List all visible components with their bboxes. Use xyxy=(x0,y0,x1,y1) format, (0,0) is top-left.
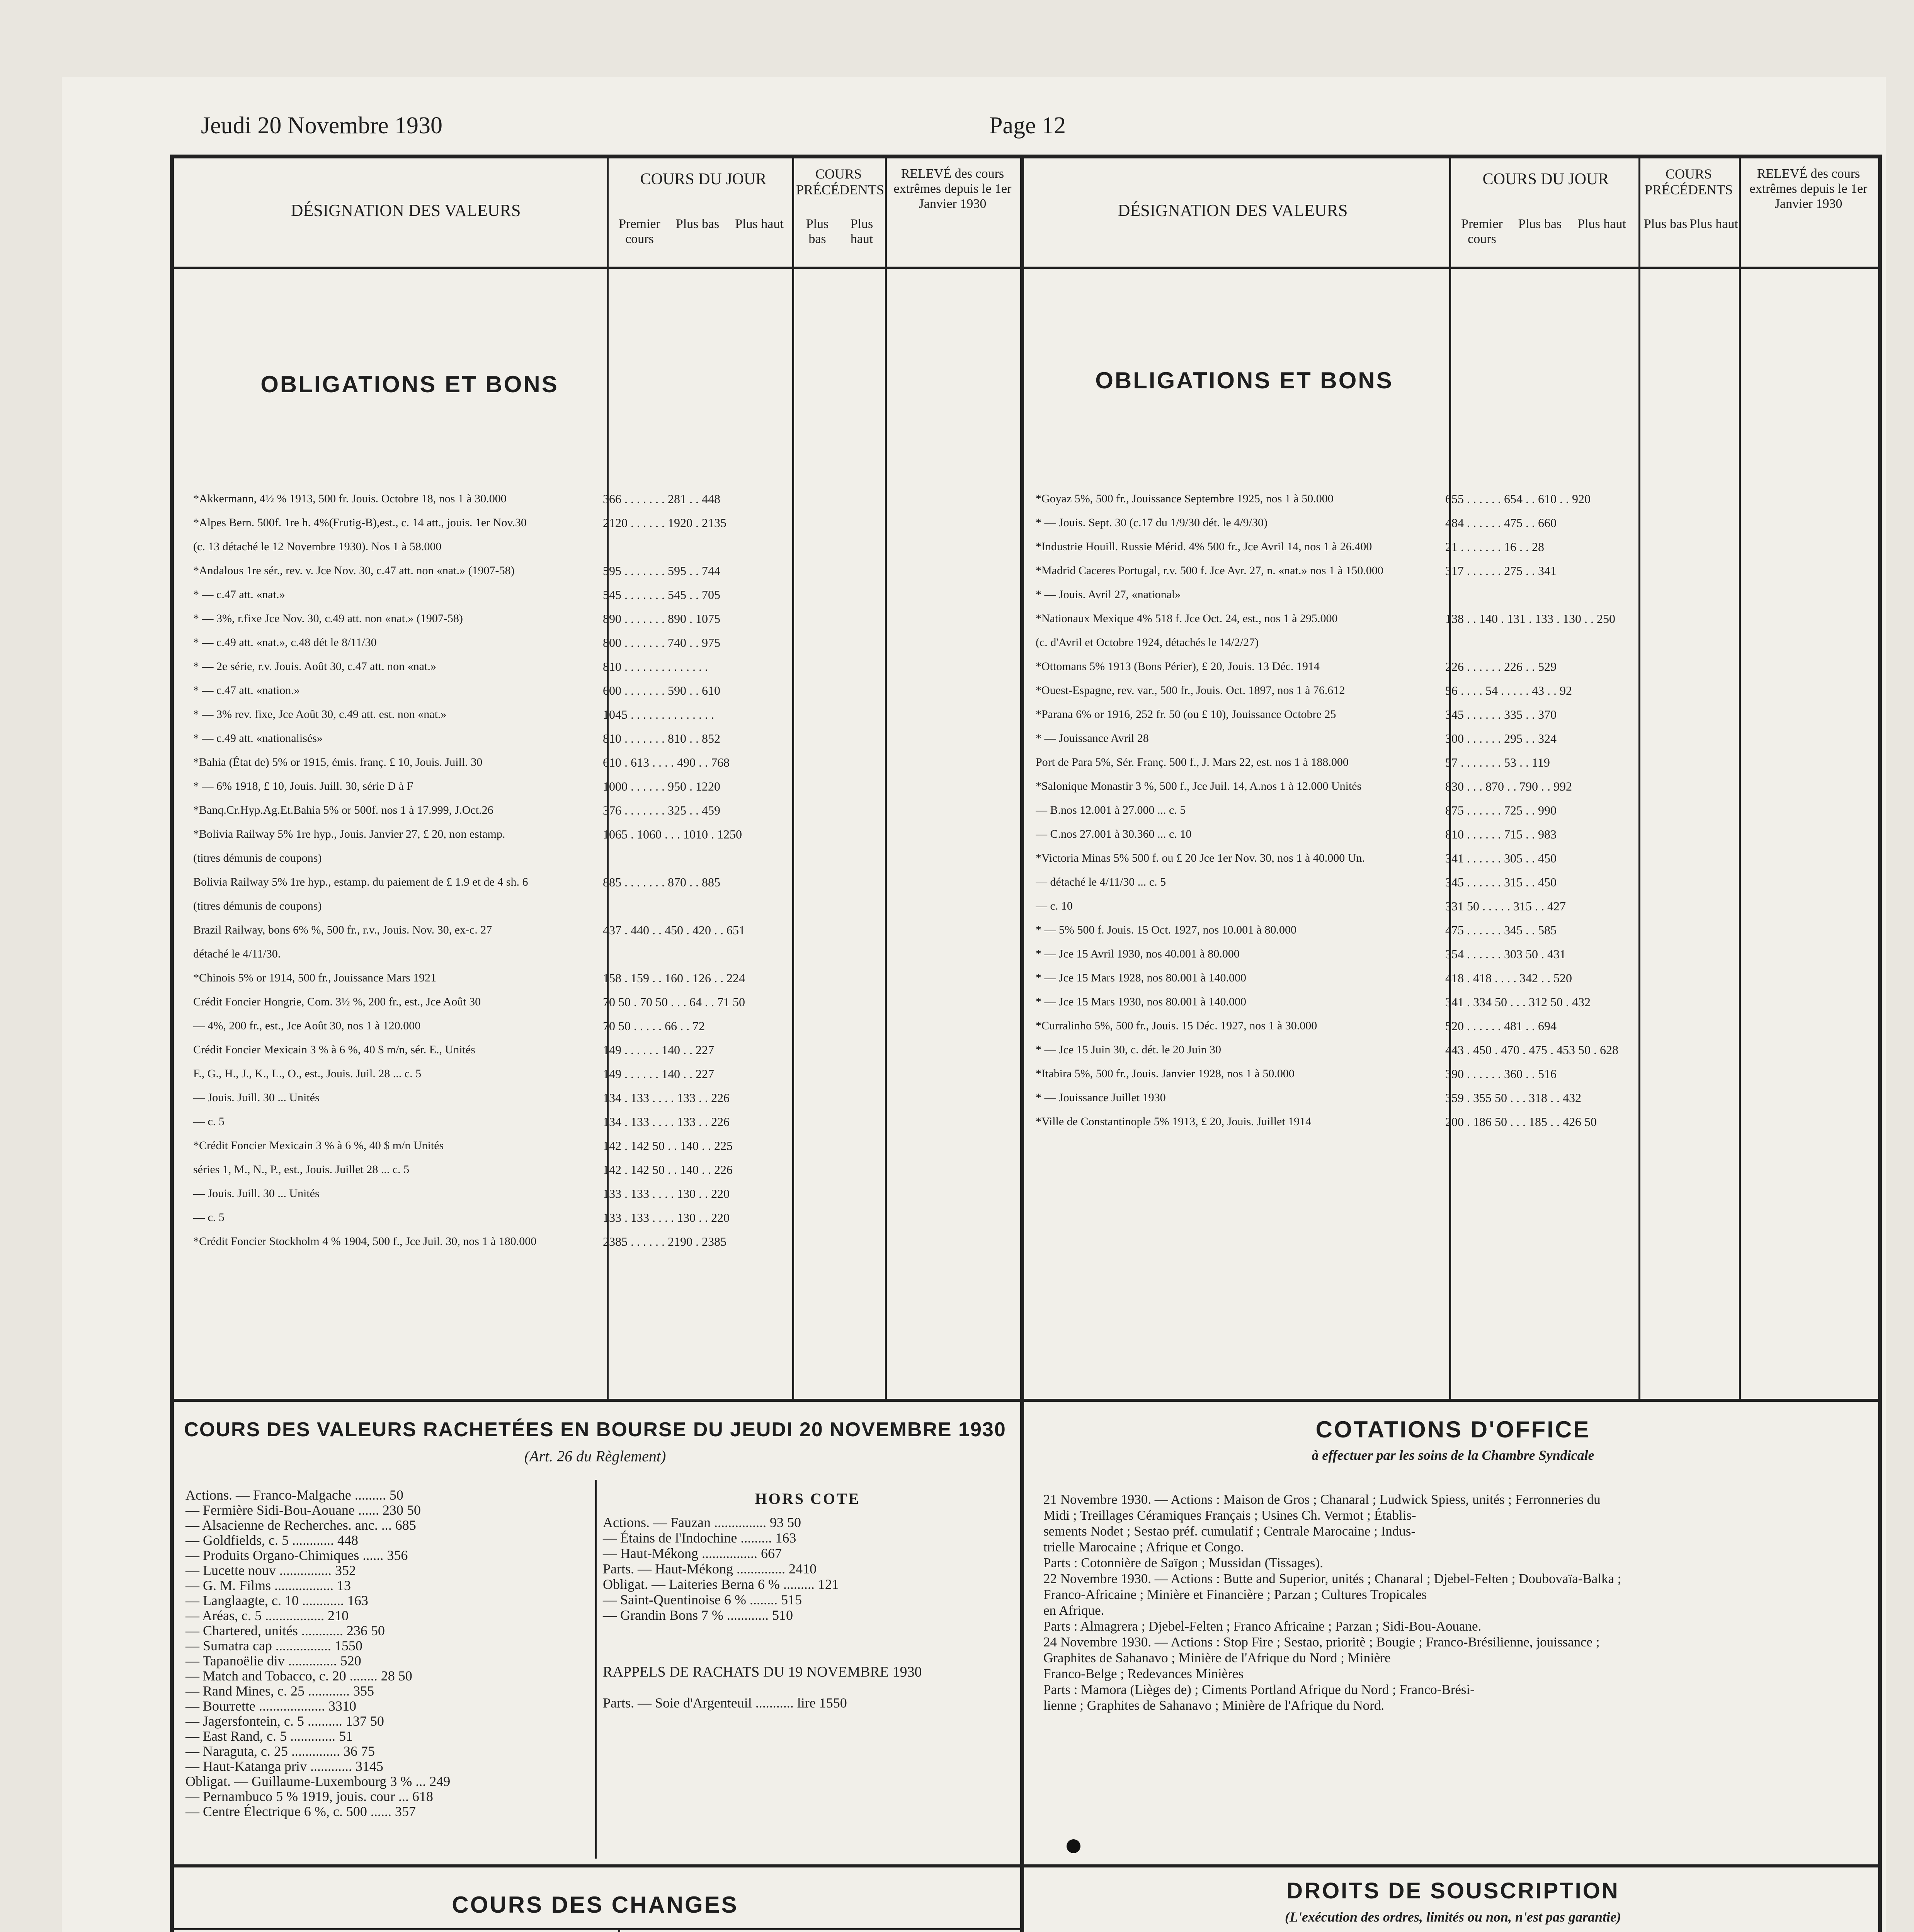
rachetees-title: COURS DES VALEURS RACHETÉES EN BOURSE DU JEUDI 20 NOVEMBRE 1930 xyxy=(184,1418,1006,1441)
row-values: 134 . 133 . . . . 133 . . 226 xyxy=(603,1091,730,1105)
table-row xyxy=(1036,561,1878,585)
row-values: 1045 . . . . . . . . . . . . . . xyxy=(603,707,714,721)
row-values: 890 . . . . . . . 890 . 1075 xyxy=(603,612,720,626)
row-designation: * — Jce 15 Avril 1930, nos 40.001 à 80.000 xyxy=(1036,947,1240,960)
row-designation: * — c.49 att. «nat.», c.48 dét le 8/11/30 xyxy=(193,636,377,649)
row-designation: *Crédit Foncier Mexicain 3 % à 6 %, 40 $ m/n Unités xyxy=(193,1139,444,1152)
text-line: — Tapanoëlie div .............. 520 xyxy=(185,1653,361,1668)
row-values: 1065 . 1060 . . . 1010 . 1250 xyxy=(603,827,742,841)
subcol-prec-haut-r: Plus haut xyxy=(1689,217,1738,231)
text-line: 22 Novembre 1930. — Actions : Butte and Superior, unités ; Chanaral ; Djebel-Felten ; Doubovaïa-Balka ; xyxy=(1043,1571,1621,1586)
row-designation: * — Jce 15 Juin 30, c. dét. le 20 Juin 30 xyxy=(1036,1043,1221,1056)
subcol-premier: Premier cours xyxy=(619,217,660,247)
text-line: 21 Novembre 1930. — Actions : Maison de Gros ; Chanaral ; Ludwick Spiess, unités ; Ferronneries du xyxy=(1043,1492,1601,1507)
releve-right: RELEVÉ des cours extrêmes depuis le 1er Janvier 1930 xyxy=(1749,167,1868,211)
table-row xyxy=(1036,728,1878,752)
row-values: 317 . . . . . . 275 . . 341 xyxy=(1445,564,1557,578)
text-line: — Chartered, unités ............ 236 50 xyxy=(185,1623,385,1638)
row-designation: * — Jce 15 Mars 1928, nos 80.001 à 140.000 xyxy=(1036,971,1246,984)
text-line: trielle Marocaine ; Afrique et Congo. xyxy=(1043,1539,1244,1554)
row-values: 21 . . . . . . . 16 . . 28 xyxy=(1445,540,1544,554)
row-designation: *Alpes Bern. 500f. 1re h. 4%(Frutig-B),est., c. 14 att., jouis. 1er Nov.30 xyxy=(193,516,527,529)
rule xyxy=(170,1864,1882,1867)
table-row xyxy=(193,680,1016,704)
row-values: 142 . 142 50 . . 140 . . 225 xyxy=(603,1139,733,1153)
section-title-right: OBLIGATIONS ET BONS xyxy=(1095,367,1393,393)
text-line: — Saint-Quentinoise 6 % ........ 515 xyxy=(603,1592,802,1607)
row-values: 345 . . . . . . 335 . . 370 xyxy=(1445,707,1557,721)
text-line: Parts : Almagrera ; Djebel-Felten ; Franco Africaine ; Parzan ; Sidi-Bou-Aouane. xyxy=(1043,1619,1482,1634)
row-designation: *Andalous 1re sér., rev. v. Jce Nov. 30, c.47 att. non «nat.» (1907-58) xyxy=(193,564,515,577)
row-designation: *Itabira 5%, 500 fr., Jouis. Janvier 1928, nos 1 à 50.000 xyxy=(1036,1067,1295,1080)
row-values: 810 . . . . . . . 810 . . 852 xyxy=(603,731,720,745)
text-line: — Rand Mines, c. 25 ............ 355 xyxy=(185,1683,374,1699)
row-designation: *Madrid Caceres Portugal, r.v. 500 f. Jce Avr. 27, n. «nat.» nos 1 à 150.000 xyxy=(1036,564,1383,577)
row-designation: — Jouis. Juill. 30 ... Unités xyxy=(193,1187,320,1200)
row-values: 595 . . . . . . . 595 . . 744 xyxy=(603,564,720,578)
row-values: 545 . . . . . . . 545 . . 705 xyxy=(603,588,720,602)
table-row xyxy=(193,896,1016,920)
row-designation: (c. d'Avril et Octobre 1924, détachés le 14/2/27) xyxy=(1036,636,1259,649)
column-divider xyxy=(1020,155,1024,1399)
row-designation: * — 3%, r.fixe Jce Nov. 30, c.49 att. non «nat.» (1907-58) xyxy=(193,612,463,625)
subcol-prec-haut: Plus haut xyxy=(850,217,873,247)
hors-cote-title: HORS COTE xyxy=(755,1490,861,1507)
table-row xyxy=(1036,752,1878,776)
subcol-premier-r: Premier cours xyxy=(1461,217,1503,247)
row-values: 875 . . . . . . 725 . . 990 xyxy=(1445,803,1557,817)
row-values: 354 . . . . . . 303 50 . 431 xyxy=(1445,947,1566,961)
row-designation: * — 6% 1918, £ 10, Jouis. Juill. 30, série D à F xyxy=(193,780,413,793)
text-line: — Sumatra cap ................ 1550 xyxy=(185,1638,362,1653)
row-designation: — C.nos 27.001 à 30.360 ... c. 10 xyxy=(1036,828,1192,840)
row-designation: *Victoria Minas 5% 500 f. ou £ 20 Jce 1er Nov. 30, nos 1 à 40.000 Un. xyxy=(1036,852,1365,864)
table-row xyxy=(1036,896,1878,920)
row-values: 885 . . . . . . . 870 . . 885 xyxy=(603,875,720,889)
row-values: 610 . 613 . . . . 490 . . 768 xyxy=(603,755,730,769)
text-line: — G. M. Films ................. 13 xyxy=(185,1578,351,1593)
table-row xyxy=(193,1088,1016,1112)
row-designation: *Parana 6% or 1916, 252 fr. 50 (ou £ 10), Jouissance Octobre 25 xyxy=(1036,708,1336,721)
row-values: 345 . . . . . . 315 . . 450 xyxy=(1445,875,1557,889)
designation-header-left: DÉSIGNATION DES VALEURS xyxy=(291,201,521,220)
row-values: 655 . . . . . . 654 . . 610 . . 920 xyxy=(1445,492,1591,506)
row-values: 226 . . . . . . 226 . . 529 xyxy=(1445,660,1557,673)
row-designation: * — Jce 15 Mars 1930, nos 80.001 à 140.000 xyxy=(1036,995,1246,1008)
row-designation: *Bolivia Railway 5% 1re hyp., Jouis. Janvier 27, £ 20, non estamp. xyxy=(193,828,505,840)
page-number: Page 12 xyxy=(989,112,1066,139)
table-row xyxy=(1036,633,1878,656)
table-row xyxy=(193,800,1016,824)
row-designation: F., G., H., J., K., L., O., est., Jouis. Juil. 28 ... c. 5 xyxy=(193,1067,422,1080)
table-row xyxy=(1036,609,1878,633)
text-line: — Aréas, c. 5 ................. 210 xyxy=(185,1608,349,1623)
row-values: 70 50 . 70 50 . . . 64 . . 71 50 xyxy=(603,995,745,1009)
row-values: 1000 . . . . . . 950 . 1220 xyxy=(603,779,720,793)
row-values: 443 . 450 . 470 . 475 . 453 50 . 628 xyxy=(1445,1043,1618,1057)
row-designation: *Banq.Cr.Hyp.Ag.Et.Bahia 5% or 500f. nos 1 à 17.999, J.Oct.26 xyxy=(193,804,493,816)
row-designation: Port de Para 5%, Sér. Franç. 500 f., J. Mars 22, est. nos 1 à 188.000 xyxy=(1036,756,1349,769)
row-designation: *Akkermann, 4½ % 1913, 500 fr. Jouis. Octobre 18, nos 1 à 30.000 xyxy=(193,492,507,505)
col-rule xyxy=(618,1928,620,1932)
row-designation: *Goyaz 5%, 500 fr., Jouissance Septembre 1925, nos 1 à 50.000 xyxy=(1036,492,1334,505)
row-values: 520 . . . . . . 481 . . 694 xyxy=(1445,1019,1557,1033)
row-designation: — c. 5 xyxy=(193,1211,225,1224)
rule xyxy=(170,1399,1882,1402)
left-rows xyxy=(193,489,1016,1255)
rappels-rachats-line: Parts. — Soie d'Argenteuil ........... lire 1550 xyxy=(603,1695,847,1711)
office-title: COTATIONS D'OFFICE xyxy=(1315,1417,1591,1442)
cours-precedents-right: COURS PRÉCÉDENTS xyxy=(1644,166,1733,198)
row-designation: — Jouis. Juill. 30 ... Unités xyxy=(193,1091,320,1104)
row-values: 810 . . . . . . 715 . . 983 xyxy=(1445,827,1557,841)
row-designation: — 4%, 200 fr., est., Jce Août 30, nos 1 à 120.000 xyxy=(193,1019,421,1032)
row-designation: *Industrie Houill. Russie Mérid. 4% 500 fr., Jce Avril 14, nos 1 à 26.400 xyxy=(1036,540,1372,553)
text-line: — Naraguta, c. 25 .............. 36 75 xyxy=(185,1743,375,1759)
row-values: 341 . . . . . . 305 . . 450 xyxy=(1445,851,1557,865)
row-designation: Crédit Foncier Hongrie, Com. 3½ %, 200 fr., est., Jce Août 30 xyxy=(193,995,481,1008)
table-row xyxy=(1036,920,1878,944)
row-values xyxy=(603,896,1012,920)
table-row xyxy=(1036,585,1878,609)
cours-du-jour-left: COURS DU JOUR xyxy=(640,170,767,188)
table-row xyxy=(193,1231,1016,1255)
table-row xyxy=(193,585,1016,609)
row-designation: * — Jouissance Juillet 1930 xyxy=(1036,1091,1166,1104)
row-values: 418 . 418 . . . . 342 . . 520 xyxy=(1445,971,1572,985)
row-designation: — B.nos 12.001 à 27.000 ... c. 5 xyxy=(1036,804,1186,816)
column-divider xyxy=(1020,1866,1024,1932)
row-values: 366 . . . . . . . 281 . . 448 xyxy=(603,492,720,506)
rachetees-col1 xyxy=(185,1488,587,1819)
row-values: 149 . . . . . . 140 . . 227 xyxy=(603,1067,714,1081)
row-values: 70 50 . . . . . 66 . . 72 xyxy=(603,1019,705,1033)
row-values: 376 . . . . . . . 325 . . 459 xyxy=(603,803,720,817)
table-row xyxy=(193,824,1016,848)
table-row xyxy=(193,1040,1016,1064)
text-line: — Fermière Sidi-Bou-Aouane ...... 230 50 xyxy=(185,1502,421,1518)
row-values xyxy=(603,944,1012,968)
row-values: 800 . . . . . . . 740 . . 975 xyxy=(603,636,720,650)
table-row xyxy=(1036,824,1878,848)
row-designation: (titres démunis de coupons) xyxy=(193,900,322,912)
text-line: — Bourrette ................... 3310 xyxy=(185,1698,356,1714)
row-values: 830 . . . 870 . . 790 . . 992 xyxy=(1445,779,1572,793)
row-designation: Brazil Railway, bons 6% %, 500 fr., r.v., Jouis. Nov. 30, ex-c. 27 xyxy=(193,923,492,936)
row-designation: * — 5% 500 f. Jouis. 15 Oct. 1927, nos 10.001 à 80.000 xyxy=(1036,923,1296,936)
table-row xyxy=(1036,968,1878,992)
row-designation: (titres démunis de coupons) xyxy=(193,852,322,864)
table-row xyxy=(1036,513,1878,537)
row-values xyxy=(603,848,1012,872)
rule xyxy=(170,1928,1020,1930)
text-line: Parts : Cotonnière de Saïgon ; Mussidan (Tissages). xyxy=(1043,1555,1323,1570)
text-line: — Lucette nouv ............... 352 xyxy=(185,1563,356,1578)
row-values: 437 . 440 . . 450 . 420 . . 651 xyxy=(603,923,745,937)
text-line: en Afrique. xyxy=(1043,1603,1104,1618)
table-row xyxy=(193,1184,1016,1208)
row-designation: séries 1, M., N., P., est., Jouis. Juillet 28 ... c. 5 xyxy=(193,1163,410,1176)
changes-title: COURS DES CHANGES xyxy=(452,1892,738,1918)
row-values xyxy=(603,537,1012,561)
subcol-prec-bas-r: Plus bas xyxy=(1643,217,1688,231)
table-row xyxy=(1036,872,1878,896)
table-row xyxy=(193,513,1016,537)
table-row xyxy=(193,920,1016,944)
row-designation: * — Jouis. Avril 27, «national» xyxy=(1036,588,1181,601)
row-designation: *Crédit Foncier Stockholm 4 % 1904, 500 f., Jce Juil. 30, nos 1 à 180.000 xyxy=(193,1235,537,1248)
text-line: — Pernambuco 5 % 1919, jouis. cour ... 618 xyxy=(185,1789,433,1804)
row-designation: *Nationaux Mexique 4% 518 f. Jce Oct. 24, est., nos 1 à 295.000 xyxy=(1036,612,1338,625)
office-subtitle: à effectuer par les soins de la Chambre Syndicale xyxy=(1312,1447,1594,1463)
table-row xyxy=(1036,992,1878,1016)
text-line: — Produits Organo-Chimiques ...... 356 xyxy=(185,1548,408,1563)
table-row xyxy=(1036,848,1878,872)
table-row xyxy=(193,537,1016,561)
text-line: — Langlaagte, c. 10 ............ 163 xyxy=(185,1593,368,1608)
text-line: — Centre Électrique 6 %, c. 500 ...... 357 xyxy=(185,1804,416,1819)
table-row xyxy=(193,1136,1016,1160)
row-values: 2385 . . . . . . 2190 . 2385 xyxy=(603,1235,726,1248)
row-values: 600 . . . . . . . 590 . . 610 xyxy=(603,684,720,697)
table-row xyxy=(193,968,1016,992)
row-designation: *Salonique Monastir 3 %, 500 f., Jce Juil. 14, A.nos 1 à 12.000 Unités xyxy=(1036,780,1362,793)
row-values: 810 . . . . . . . . . . . . . . xyxy=(603,660,708,673)
table-row xyxy=(1036,776,1878,800)
row-designation: — c. 10 xyxy=(1036,900,1073,912)
row-designation: (c. 13 détaché le 12 Novembre 1930). Nos 1 à 58.000 xyxy=(193,540,442,553)
text-line: Obligat. — Laiteries Berna 6 % ......... 121 xyxy=(603,1577,839,1592)
row-designation: détaché le 4/11/30. xyxy=(193,947,281,960)
table-row xyxy=(1036,1040,1878,1064)
row-designation: Crédit Foncier Mexicain 3 % à 6 %, 40 $ m/n, sér. E., Unités xyxy=(193,1043,475,1056)
rule xyxy=(170,267,1882,269)
row-values: 2120 . . . . . . 1920 . 2135 xyxy=(603,516,726,530)
subcol-prec-bas: Plus bas xyxy=(806,217,829,247)
office-lines xyxy=(1043,1492,1874,1713)
table-row xyxy=(193,992,1016,1016)
table-row xyxy=(193,944,1016,968)
text-line: — Haut-Mékong ................ 667 xyxy=(603,1546,782,1561)
row-values: 138 . . 140 . 131 . 133 . 130 . . 250 xyxy=(1445,612,1615,626)
row-designation: * — 3% rev. fixe, Jce Août 30, c.49 att. est. non «nat.» xyxy=(193,708,447,721)
section-title-left: OBLIGATIONS ET BONS xyxy=(260,371,559,397)
table-row xyxy=(1036,1088,1878,1112)
row-designation: * — Jouissance Avril 28 xyxy=(1036,732,1149,745)
ink-dot xyxy=(1067,1839,1080,1853)
subcol-plus-haut: Plus haut xyxy=(735,217,784,231)
row-designation: * — c.49 att. «nationalisés» xyxy=(193,732,323,745)
table-row xyxy=(193,728,1016,752)
text-line: — Alsacienne de Recherches. anc. ... 685 xyxy=(185,1517,416,1533)
row-values: 149 . . . . . . 140 . . 227 xyxy=(603,1043,714,1057)
row-values: 300 . . . . . . 295 . . 324 xyxy=(1445,731,1557,745)
table-row xyxy=(1036,537,1878,561)
table-row xyxy=(1036,704,1878,728)
column-divider xyxy=(1020,1399,1024,1866)
row-values: 390 . . . . . . 360 . . 516 xyxy=(1445,1067,1557,1081)
text-line: Franco-Belge ; Redevances Minières xyxy=(1043,1666,1244,1681)
row-values: 484 . . . . . . 475 . . 660 xyxy=(1445,516,1557,530)
table-row xyxy=(193,872,1016,896)
table-row xyxy=(1036,680,1878,704)
row-values: 331 50 . . . . . 315 . . 427 xyxy=(1445,899,1566,913)
row-designation: *Ouest-Espagne, rev. var., 500 fr., Jouis. Oct. 1897, nos 1 à 76.612 xyxy=(1036,684,1345,697)
table-row xyxy=(193,1016,1016,1040)
table-row xyxy=(1036,1112,1878,1136)
row-values: 142 . 142 50 . . 140 . . 226 xyxy=(603,1163,733,1177)
table-row xyxy=(193,561,1016,585)
text-line: Actions. — Franco-Malgache ......... 50 xyxy=(185,1487,403,1503)
table-row xyxy=(193,752,1016,776)
table-row xyxy=(193,633,1016,656)
row-values: 158 . 159 . . 160 . 126 . . 224 xyxy=(603,971,745,985)
page-date: Jeudi 20 Novembre 1930 xyxy=(201,112,443,139)
row-designation: * — 2e série, r.v. Jouis. Août 30, c.47 att. non «nat.» xyxy=(193,660,436,673)
col-rule xyxy=(595,1480,597,1859)
row-values: 359 . 355 50 . . . 318 . . 432 xyxy=(1445,1091,1581,1105)
table-row xyxy=(193,848,1016,872)
row-designation: *Chinois 5% or 1914, 500 fr., Jouissance Mars 1921 xyxy=(193,971,437,984)
text-line: — East Rand, c. 5 ............. 51 xyxy=(185,1728,353,1744)
row-values: 133 . 133 . . . . 130 . . 220 xyxy=(603,1187,730,1201)
souscription-subtitle: (L'exécution des ordres, limités ou non, n'est pas garantie) xyxy=(1285,1909,1621,1925)
text-line: — Étains de l'Indochine ......... 163 xyxy=(603,1530,796,1546)
subcol-plus-bas: Plus bas xyxy=(675,217,720,231)
text-line: — Jagersfontein, c. 5 .......... 137 50 xyxy=(185,1713,384,1729)
row-designation: * — c.47 att. «nation.» xyxy=(193,684,300,697)
row-designation: Bolivia Railway 5% 1re hyp., estamp. du paiement de £ 1.9 et de 4 sh. 6 xyxy=(193,876,528,888)
table-row xyxy=(1036,1016,1878,1040)
table-row xyxy=(193,1160,1016,1184)
subcol-plus-haut-r: Plus haut xyxy=(1577,217,1626,231)
table-row xyxy=(1036,489,1878,513)
souscription-title: DROITS DE SOUSCRIPTION xyxy=(1286,1878,1620,1903)
text-line: — Match and Tobacco, c. 20 ........ 28 50 xyxy=(185,1668,412,1684)
table-row xyxy=(193,1064,1016,1088)
text-line: Midi ; Treillages Céramiques Français ; Usines Ch. Vermot ; Établis- xyxy=(1043,1508,1416,1523)
text-line: lienne ; Graphites de Sahanavo ; Minière de l'Afrique du Nord. xyxy=(1043,1698,1385,1713)
right-rows xyxy=(1036,489,1878,1136)
table-row xyxy=(1036,1064,1878,1088)
text-line: Actions. — Fauzan ............... 93 50 xyxy=(603,1515,801,1530)
row-values: 475 . . . . . . 345 . . 585 xyxy=(1445,923,1557,937)
cours-precedents-left: COURS PRÉCÉDENTS xyxy=(796,166,885,198)
table-row xyxy=(193,776,1016,800)
text-line: Graphites de Sahanavo ; Minière de l'Afrique du Nord ; Minière xyxy=(1043,1650,1391,1665)
text-line: Parts. — Haut-Mékong .............. 2410 xyxy=(603,1561,817,1577)
row-values xyxy=(1445,585,1874,609)
designation-header-right: DÉSIGNATION DES VALEURS xyxy=(1118,201,1348,220)
table-row xyxy=(193,1208,1016,1231)
cours-du-jour-right: COURS DU JOUR xyxy=(1482,170,1609,188)
table-row xyxy=(193,656,1016,680)
table-row xyxy=(1036,944,1878,968)
text-line: Parts : Mamora (Lièges de) ; Ciments Portland Afrique du Nord ; Franco-Brési- xyxy=(1043,1682,1475,1697)
releve-left: RELEVÉ des cours extrêmes depuis le 1er Janvier 1930 xyxy=(893,167,1012,211)
text-line: — Goldfields, c. 5 ............ 448 xyxy=(185,1532,358,1548)
table-row xyxy=(193,1112,1016,1136)
text-line: 24 Novembre 1930. — Actions : Stop Fire ; Sestao, prioritè ; Bougie ; Franco-Brésilienne, jouissance ; xyxy=(1043,1634,1600,1650)
row-designation: — c. 5 xyxy=(193,1115,225,1128)
table-row xyxy=(193,609,1016,633)
subcol-plus-bas-r: Plus bas xyxy=(1518,217,1562,231)
row-designation: *Ottomans 5% 1913 (Bons Périer), £ 20, Jouis. 13 Déc. 1914 xyxy=(1036,660,1320,673)
rachetees-col2 xyxy=(603,1515,1012,1623)
row-values: 133 . 133 . . . . 130 . . 220 xyxy=(603,1211,730,1225)
row-values: 341 . 334 50 . . . 312 50 . 432 xyxy=(1445,995,1591,1009)
text-line: sements Nodet ; Sestao préf. cumulatif ; Centrale Marocaine ; Indus- xyxy=(1043,1524,1416,1539)
row-designation: *Curralinho 5%, 500 fr., Jouis. 15 Déc. 1927, nos 1 à 30.000 xyxy=(1036,1019,1317,1032)
text-line: — Haut-Katanga priv ............ 3145 xyxy=(185,1759,383,1774)
row-values: 56 . . . . 54 . . . . . 43 . . 92 xyxy=(1445,684,1572,697)
row-designation: * — Jouis. Sept. 30 (c.17 du 1/9/30 dét. le 4/9/30) xyxy=(1036,516,1267,529)
table-row xyxy=(193,489,1016,513)
table-row xyxy=(1036,800,1878,824)
text-line: — Grandin Bons 7 % ............ 510 xyxy=(603,1607,793,1623)
row-values xyxy=(1445,633,1874,656)
row-designation: — détaché le 4/11/30 ... c. 5 xyxy=(1036,876,1166,888)
text-line: Obligat. — Guillaume-Luxembourg 3 % ... 249 xyxy=(185,1774,451,1789)
row-designation: *Bahia (État de) 5% or 1915, émis. franç. £ 10, Jouis. Juill. 30 xyxy=(193,756,483,769)
rappels-rachats-title: RAPPELS DE RACHATS DU 19 NOVEMBRE 1930 xyxy=(603,1664,922,1680)
table-row xyxy=(1036,656,1878,680)
rachetees-subtitle: (Art. 26 du Règlement) xyxy=(524,1447,666,1465)
table-row xyxy=(193,704,1016,728)
row-designation: * — c.47 att. «nat.» xyxy=(193,588,285,601)
text-line: Franco-Africaine ; Minière et Financière ; Parzan ; Cultures Tropicales xyxy=(1043,1587,1427,1602)
row-values: 57 . . . . . . . 53 . . 119 xyxy=(1445,755,1550,769)
row-designation: *Ville de Constantinople 5% 1913, £ 20, Jouis. Juillet 1914 xyxy=(1036,1115,1312,1128)
row-values: 200 . 186 50 . . . 185 . . 426 50 xyxy=(1445,1115,1597,1129)
row-values: 134 . 133 . . . . 133 . . 226 xyxy=(603,1115,730,1129)
